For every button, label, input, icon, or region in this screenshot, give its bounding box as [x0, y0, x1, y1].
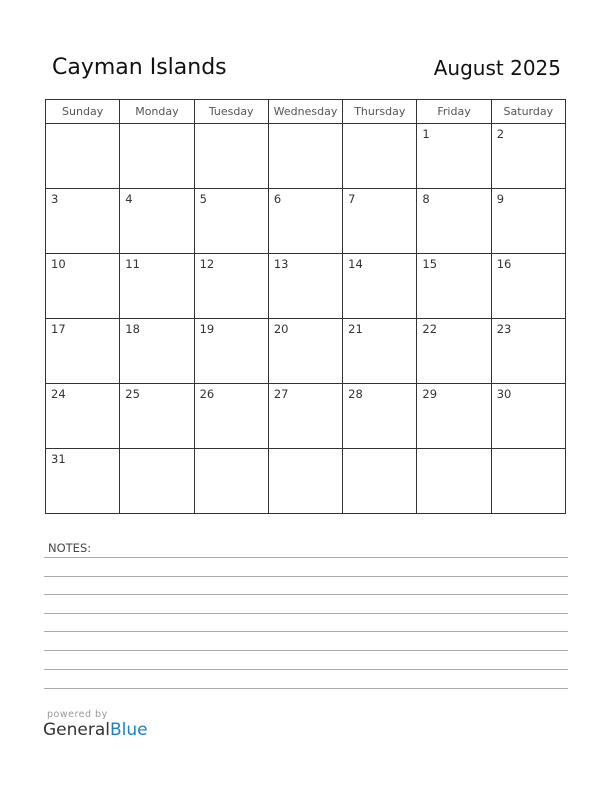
- day-number: 25: [125, 387, 140, 401]
- day-cell: [46, 124, 120, 189]
- day-number: 19: [199, 322, 215, 336]
- week-row: [46, 189, 566, 254]
- day-cell: [194, 124, 268, 189]
- day-number: 20: [273, 322, 289, 336]
- day-number: [195, 124, 268, 127]
- day-number: [120, 124, 193, 127]
- notes-label: NOTES:: [48, 541, 92, 555]
- day-cell: [491, 254, 565, 319]
- weekday-header-row: [46, 100, 566, 124]
- day-number: 29: [422, 387, 438, 401]
- day-number: 26: [199, 387, 215, 401]
- calendar-grid: [45, 99, 566, 514]
- notes-line: [44, 650, 568, 651]
- day-cell: [417, 254, 491, 319]
- day-cell: [194, 449, 268, 514]
- notes-line: [44, 594, 568, 595]
- week-row: [46, 449, 566, 514]
- notes-line: [44, 576, 568, 577]
- day-number: 1: [422, 127, 430, 141]
- day-cell: [194, 319, 268, 384]
- day-number: 14: [348, 257, 363, 271]
- day-cell: [491, 319, 565, 384]
- day-number: 27: [273, 387, 289, 401]
- day-number: [492, 449, 565, 452]
- day-number: 11: [125, 257, 140, 271]
- weekday-thursday: Thursday: [343, 100, 417, 124]
- day-cell: [46, 449, 120, 514]
- day-cell: [491, 384, 565, 449]
- day-cell: [268, 189, 342, 254]
- day-cell: [268, 319, 342, 384]
- day-cell: [343, 254, 417, 319]
- day-cell: [46, 319, 120, 384]
- day-number: 30: [496, 387, 512, 401]
- week-row: [46, 384, 566, 449]
- week-row: [46, 254, 566, 319]
- day-cell: [120, 384, 194, 449]
- weekday-monday: Monday: [120, 100, 194, 124]
- day-cell: [120, 319, 194, 384]
- day-number: [120, 449, 193, 452]
- notes-line: [44, 613, 568, 614]
- day-number: 16: [496, 257, 512, 271]
- day-number: 21: [348, 322, 363, 336]
- notes-line: [44, 631, 568, 632]
- day-number: 13: [273, 257, 289, 271]
- day-number: [417, 449, 490, 452]
- day-number: 5: [199, 192, 207, 206]
- day-number: 3: [51, 192, 59, 206]
- day-cell: [268, 384, 342, 449]
- day-cell: [268, 254, 342, 319]
- day-cell: [343, 384, 417, 449]
- day-cell: [343, 189, 417, 254]
- day-cell: [343, 319, 417, 384]
- day-cell: [491, 449, 565, 514]
- day-number: 2: [496, 127, 505, 141]
- day-number: [46, 124, 119, 127]
- week-row: [46, 124, 566, 189]
- notes-line: [44, 557, 568, 558]
- day-number: 23: [496, 322, 512, 336]
- day-number: 31: [51, 452, 66, 466]
- day-number: 17: [51, 322, 66, 336]
- brand-blue: Blue: [110, 720, 148, 740]
- day-number: 28: [348, 387, 363, 401]
- weekday-wednesday: Wednesday: [268, 100, 342, 124]
- day-cell: [194, 254, 268, 319]
- weekday-sunday: Sunday: [46, 100, 120, 124]
- day-cell: [268, 124, 342, 189]
- day-number: 22: [422, 322, 438, 336]
- day-number: [269, 449, 342, 452]
- day-cell: [343, 449, 417, 514]
- day-number: 15: [422, 257, 438, 271]
- day-number: 12: [199, 257, 215, 271]
- day-cell: [120, 449, 194, 514]
- notes-line: [44, 669, 568, 670]
- weekday-saturday: Saturday: [491, 100, 565, 124]
- calendar-month: August 2025: [433, 56, 561, 80]
- day-number: [343, 124, 416, 127]
- day-cell: [120, 254, 194, 319]
- day-number: 10: [51, 257, 66, 271]
- day-cell: [417, 384, 491, 449]
- day-cell: [268, 449, 342, 514]
- day-number: [195, 449, 268, 452]
- day-cell: [417, 124, 491, 189]
- notes-line: [44, 688, 568, 689]
- day-cell: [417, 189, 491, 254]
- day-cell: [491, 189, 565, 254]
- brand-logo[interactable]: [43, 720, 148, 740]
- day-cell: [417, 319, 491, 384]
- day-cell: [194, 189, 268, 254]
- brand-general: General: [43, 720, 110, 740]
- weekday-tuesday: Tuesday: [194, 100, 268, 124]
- day-number: 8: [422, 192, 430, 206]
- day-number: 24: [51, 387, 66, 401]
- day-cell: [120, 189, 194, 254]
- week-row: [46, 319, 566, 384]
- day-cell: [417, 449, 491, 514]
- day-cell: [46, 384, 120, 449]
- day-number: [269, 124, 342, 127]
- day-number: [343, 449, 416, 452]
- day-number: 7: [348, 192, 356, 206]
- day-number: 9: [496, 192, 505, 206]
- day-cell: [46, 254, 120, 319]
- day-cell: [194, 384, 268, 449]
- weekday-friday: Friday: [417, 100, 491, 124]
- powered-by-label: powered by: [47, 709, 108, 720]
- day-cell: [120, 124, 194, 189]
- day-cell: [343, 124, 417, 189]
- day-number: 18: [125, 322, 140, 336]
- day-cell: [46, 189, 120, 254]
- day-number: 4: [125, 192, 133, 206]
- day-cell: [491, 124, 565, 189]
- calendar-title: Cayman Islands: [52, 55, 227, 80]
- day-number: 6: [273, 192, 282, 206]
